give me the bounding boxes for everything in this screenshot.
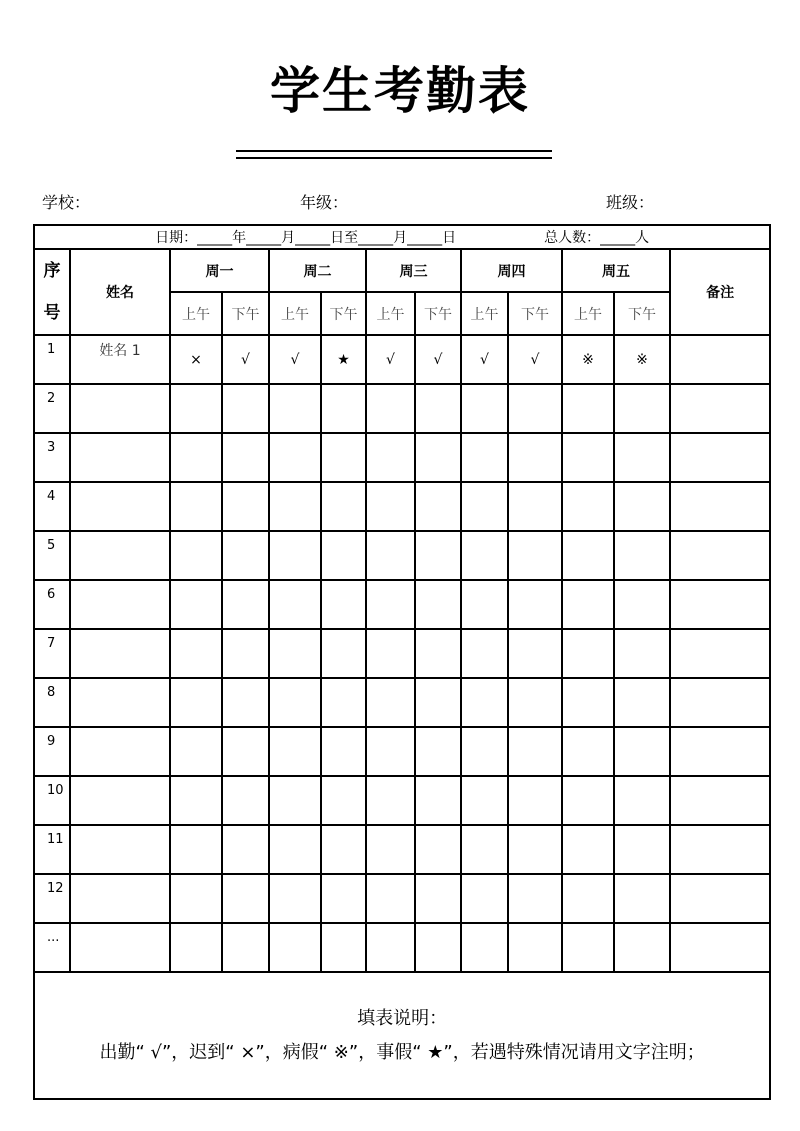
pm-header: 下午 xyxy=(321,292,366,335)
attendance-cell[interactable] xyxy=(222,433,269,482)
attendance-cell[interactable] xyxy=(222,580,269,629)
attendance-cell[interactable] xyxy=(321,580,366,629)
attendance-cell[interactable] xyxy=(508,678,562,727)
am-header: 上午 xyxy=(461,292,508,335)
attendance-cell[interactable] xyxy=(614,384,670,433)
attendance-cell[interactable] xyxy=(461,923,508,972)
attendance-cell[interactable] xyxy=(366,433,415,482)
attendance-cell[interactable] xyxy=(508,874,562,923)
attendance-cell[interactable] xyxy=(321,629,366,678)
attendance-cell[interactable] xyxy=(222,678,269,727)
student-name[interactable] xyxy=(70,629,170,678)
table-row xyxy=(34,825,770,874)
attendance-cell[interactable]: √ xyxy=(508,335,562,384)
attendance-cell[interactable] xyxy=(366,580,415,629)
attendance-cell[interactable] xyxy=(170,580,222,629)
attendance-cell[interactable]: ※ xyxy=(562,335,614,384)
attendance-cell[interactable] xyxy=(269,384,321,433)
row-number: 6 xyxy=(34,580,70,629)
notes-cell[interactable] xyxy=(670,580,770,629)
attendance-cell[interactable] xyxy=(562,433,614,482)
attendance-cell[interactable] xyxy=(366,482,415,531)
attendance-cell[interactable] xyxy=(562,678,614,727)
page-title: 学生考勤表 xyxy=(270,62,530,120)
day-header-mon: 周一 xyxy=(170,249,269,292)
table-row xyxy=(34,874,770,923)
row-number: 8 xyxy=(34,678,70,727)
notes-cell[interactable] xyxy=(670,482,770,531)
attendance-cell[interactable] xyxy=(321,825,366,874)
notes-cell[interactable] xyxy=(670,629,770,678)
attendance-cell[interactable] xyxy=(415,629,461,678)
attendance-cell[interactable] xyxy=(321,433,366,482)
attendance-cell[interactable] xyxy=(366,874,415,923)
attendance-cell[interactable] xyxy=(321,923,366,972)
attendance-cell[interactable] xyxy=(614,531,670,580)
seq-header xyxy=(34,249,70,335)
attendance-cell[interactable]: √ xyxy=(222,335,269,384)
seq-header-top: 序 xyxy=(43,261,61,281)
attendance-cell[interactable]: √ xyxy=(461,335,508,384)
attendance-cell[interactable] xyxy=(461,727,508,776)
table-row xyxy=(34,727,770,776)
date-range: 日期：_____年_____月_____日至_____月_____日 xyxy=(155,230,457,246)
attendance-cell[interactable] xyxy=(170,433,222,482)
attendance-cell[interactable] xyxy=(614,825,670,874)
attendance-cell[interactable] xyxy=(562,874,614,923)
attendance-cell[interactable] xyxy=(366,923,415,972)
pm-header: 下午 xyxy=(222,292,269,335)
instructions-text: 出勤“ √”，迟到“ ×”，病假“ ※”，事假“ ★”，若遇特殊情况请用文字注明； xyxy=(99,1041,705,1063)
attendance-cell[interactable] xyxy=(508,727,562,776)
notes-cell[interactable] xyxy=(670,678,770,727)
row-number: 3 xyxy=(34,433,70,482)
notes-cell[interactable] xyxy=(670,825,770,874)
attendance-cell[interactable] xyxy=(321,482,366,531)
attendance-cell[interactable] xyxy=(461,384,508,433)
attendance-cell[interactable] xyxy=(366,776,415,825)
attendance-cell[interactable] xyxy=(508,825,562,874)
attendance-cell[interactable] xyxy=(222,531,269,580)
attendance-cell[interactable] xyxy=(614,482,670,531)
attendance-cell[interactable] xyxy=(461,678,508,727)
notes-cell[interactable] xyxy=(670,727,770,776)
attendance-cell[interactable] xyxy=(269,776,321,825)
attendance-cell[interactable]: ※ xyxy=(614,335,670,384)
attendance-cell[interactable] xyxy=(562,384,614,433)
notes-cell[interactable] xyxy=(670,923,770,972)
attendance-cell[interactable] xyxy=(366,727,415,776)
attendance-cell[interactable] xyxy=(366,678,415,727)
attendance-cell[interactable] xyxy=(321,874,366,923)
row-number: ... xyxy=(34,923,70,972)
attendance-cell[interactable] xyxy=(366,384,415,433)
day-header-wed: 周三 xyxy=(366,249,461,292)
notes-cell[interactable] xyxy=(670,384,770,433)
attendance-cell[interactable] xyxy=(461,482,508,531)
class-label: 班级： xyxy=(606,193,655,212)
attendance-cell[interactable] xyxy=(614,923,670,972)
attendance-cell[interactable] xyxy=(222,629,269,678)
instructions-box xyxy=(34,972,770,1099)
student-name[interactable] xyxy=(70,825,170,874)
attendance-cell[interactable] xyxy=(562,727,614,776)
attendance-cell[interactable] xyxy=(508,433,562,482)
student-name[interactable]: 姓名 1 xyxy=(70,335,170,384)
attendance-cell[interactable] xyxy=(415,482,461,531)
seq-header-bottom: 号 xyxy=(43,303,61,323)
attendance-cell[interactable] xyxy=(562,629,614,678)
attendance-cell[interactable]: √ xyxy=(269,335,321,384)
attendance-cell[interactable] xyxy=(415,678,461,727)
attendance-cell[interactable] xyxy=(269,433,321,482)
attendance-cell[interactable] xyxy=(614,874,670,923)
attendance-cell[interactable] xyxy=(321,531,366,580)
attendance-cell[interactable] xyxy=(222,384,269,433)
student-name[interactable] xyxy=(70,580,170,629)
school-label: 学校： xyxy=(42,193,91,212)
attendance-cell[interactable] xyxy=(508,384,562,433)
notes-cell[interactable] xyxy=(670,335,770,384)
attendance-cell[interactable] xyxy=(170,874,222,923)
attendance-cell[interactable] xyxy=(562,580,614,629)
attendance-cell[interactable] xyxy=(269,678,321,727)
row-number: 11 xyxy=(34,825,70,874)
instructions-title: 填表说明： xyxy=(357,1007,448,1029)
attendance-cell[interactable] xyxy=(170,923,222,972)
row-number: 10 xyxy=(34,776,70,825)
attendance-cell[interactable] xyxy=(222,825,269,874)
table-row xyxy=(34,923,770,972)
attendance-cell[interactable]: × xyxy=(170,335,222,384)
notes-cell[interactable] xyxy=(670,776,770,825)
attendance-cell[interactable] xyxy=(269,531,321,580)
attendance-cell[interactable] xyxy=(508,482,562,531)
attendance-cell[interactable] xyxy=(321,678,366,727)
table-row xyxy=(34,776,770,825)
row-number: 2 xyxy=(34,384,70,433)
row-number: 1 xyxy=(34,335,70,384)
notes-cell[interactable] xyxy=(670,874,770,923)
attendance-cell[interactable] xyxy=(222,923,269,972)
attendance-cell[interactable] xyxy=(562,776,614,825)
attendance-cell[interactable] xyxy=(614,580,670,629)
total-count: 总人数：_____人 xyxy=(544,230,650,246)
row-number: 7 xyxy=(34,629,70,678)
attendance-cell[interactable] xyxy=(415,531,461,580)
student-name[interactable] xyxy=(70,531,170,580)
attendance-cell[interactable] xyxy=(415,580,461,629)
pm-header: 下午 xyxy=(508,292,562,335)
attendance-cell[interactable] xyxy=(562,531,614,580)
table-row xyxy=(34,433,770,482)
title-divider-bottom xyxy=(236,157,552,159)
attendance-cell[interactable] xyxy=(170,629,222,678)
am-header: 上午 xyxy=(269,292,321,335)
attendance-cell[interactable] xyxy=(614,727,670,776)
attendance-cell[interactable] xyxy=(508,531,562,580)
attendance-cell[interactable] xyxy=(170,727,222,776)
row-number: 5 xyxy=(34,531,70,580)
student-name[interactable] xyxy=(70,776,170,825)
attendance-cell[interactable] xyxy=(170,776,222,825)
grade-label: 年级： xyxy=(300,193,349,212)
table-row xyxy=(34,335,770,384)
table-row xyxy=(34,482,770,531)
attendance-cell[interactable] xyxy=(461,580,508,629)
attendance-cell[interactable] xyxy=(170,384,222,433)
attendance-cell[interactable] xyxy=(321,776,366,825)
attendance-cell[interactable] xyxy=(415,923,461,972)
day-header-fri: 周五 xyxy=(562,249,670,292)
am-header: 上午 xyxy=(366,292,415,335)
attendance-cell[interactable] xyxy=(614,629,670,678)
attendance-cell[interactable] xyxy=(170,531,222,580)
day-header-thu: 周四 xyxy=(461,249,562,292)
table-row xyxy=(34,629,770,678)
notes-cell[interactable] xyxy=(670,433,770,482)
attendance-cell[interactable] xyxy=(366,825,415,874)
attendance-cell[interactable] xyxy=(269,482,321,531)
row-number: 4 xyxy=(34,482,70,531)
attendance-cell[interactable] xyxy=(415,727,461,776)
attendance-cell[interactable] xyxy=(269,580,321,629)
attendance-cell[interactable] xyxy=(461,629,508,678)
attendance-cell[interactable] xyxy=(170,678,222,727)
attendance-cell[interactable]: √ xyxy=(415,335,461,384)
am-header: 上午 xyxy=(562,292,614,335)
attendance-cell[interactable] xyxy=(461,776,508,825)
attendance-cell[interactable] xyxy=(321,727,366,776)
attendance-cell[interactable] xyxy=(415,874,461,923)
attendance-cell[interactable] xyxy=(508,923,562,972)
student-name[interactable] xyxy=(70,923,170,972)
attendance-cell[interactable] xyxy=(562,923,614,972)
attendance-cell[interactable] xyxy=(222,482,269,531)
table-row xyxy=(34,531,770,580)
attendance-cell[interactable] xyxy=(366,531,415,580)
attendance-cell[interactable] xyxy=(170,825,222,874)
attendance-cell[interactable] xyxy=(415,433,461,482)
attendance-cell[interactable] xyxy=(562,482,614,531)
attendance-cell[interactable] xyxy=(461,825,508,874)
attendance-cell[interactable] xyxy=(508,580,562,629)
attendance-cell[interactable] xyxy=(222,874,269,923)
attendance-cell[interactable] xyxy=(508,629,562,678)
attendance-cell[interactable] xyxy=(461,433,508,482)
row-number: 12 xyxy=(34,874,70,923)
student-name[interactable] xyxy=(70,482,170,531)
notes-header: 备注 xyxy=(670,249,770,335)
attendance-cell[interactable]: ★ xyxy=(321,335,366,384)
attendance-cell[interactable] xyxy=(269,874,321,923)
attendance-cell[interactable] xyxy=(321,384,366,433)
attendance-cell[interactable] xyxy=(562,825,614,874)
attendance-cell[interactable] xyxy=(269,923,321,972)
attendance-cell[interactable] xyxy=(415,384,461,433)
table-row xyxy=(34,580,770,629)
attendance-cell[interactable] xyxy=(614,433,670,482)
student-name[interactable] xyxy=(70,433,170,482)
student-name[interactable] xyxy=(70,874,170,923)
attendance-cell[interactable] xyxy=(170,482,222,531)
student-name[interactable] xyxy=(70,727,170,776)
date-line xyxy=(34,225,770,249)
attendance-cell[interactable] xyxy=(614,776,670,825)
attendance-cell[interactable] xyxy=(461,531,508,580)
table-row xyxy=(34,678,770,727)
attendance-cell[interactable] xyxy=(269,727,321,776)
notes-cell[interactable] xyxy=(670,531,770,580)
day-header-tue: 周二 xyxy=(269,249,366,292)
name-header: 姓名 xyxy=(70,249,170,335)
row-number: 9 xyxy=(34,727,70,776)
student-name[interactable] xyxy=(70,678,170,727)
attendance-cell[interactable] xyxy=(366,629,415,678)
attendance-cell[interactable] xyxy=(614,678,670,727)
title-divider-top xyxy=(236,150,552,152)
attendance-cell[interactable] xyxy=(508,776,562,825)
attendance-cell[interactable] xyxy=(461,874,508,923)
student-name[interactable] xyxy=(70,384,170,433)
attendance-cell[interactable] xyxy=(415,776,461,825)
attendance-cell[interactable]: √ xyxy=(366,335,415,384)
table-row xyxy=(34,384,770,433)
attendance-table xyxy=(33,224,771,1100)
attendance-cell[interactable] xyxy=(222,776,269,825)
pm-header: 下午 xyxy=(415,292,461,335)
attendance-cell[interactable] xyxy=(269,825,321,874)
attendance-cell[interactable] xyxy=(269,629,321,678)
attendance-cell[interactable] xyxy=(222,727,269,776)
attendance-cell[interactable] xyxy=(415,825,461,874)
am-header: 上午 xyxy=(170,292,222,335)
pm-header: 下午 xyxy=(614,292,670,335)
